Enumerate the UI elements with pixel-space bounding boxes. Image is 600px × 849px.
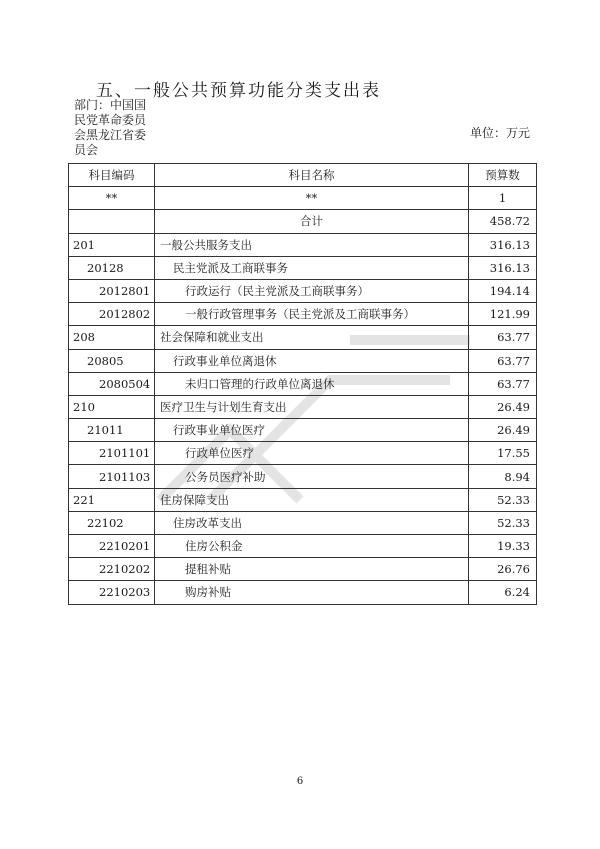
row-name: 公务员医疗补助 xyxy=(155,465,469,488)
row-name: 社会保障和就业支出 xyxy=(155,326,469,349)
sub-header-row xyxy=(69,187,537,210)
department-label xyxy=(74,98,170,158)
row-name: 购房补贴 xyxy=(155,581,469,604)
table-row xyxy=(69,279,537,302)
row-name: 行政事业单位离退休 xyxy=(155,349,469,372)
row-value: 26.49 xyxy=(469,419,537,442)
row-value: 194.14 xyxy=(469,279,537,302)
row-code: 2210203 xyxy=(69,581,155,604)
sub-header-value: 1 xyxy=(469,187,537,210)
page-title: 五、一般公共预算功能分类支出表 xyxy=(96,81,381,101)
page-number: 6 xyxy=(296,776,304,787)
sub-header-code: ** xyxy=(69,187,155,210)
row-code: 20805 xyxy=(69,349,155,372)
row-value: 19.33 xyxy=(469,535,537,558)
row-code: 22102 xyxy=(69,511,155,534)
budget-table xyxy=(68,163,537,605)
department-line: 部门：中国国 xyxy=(74,98,147,112)
row-code: 2210201 xyxy=(69,535,155,558)
row-code: 210 xyxy=(69,395,155,418)
row-name: 提租补贴 xyxy=(155,558,469,581)
row-value: 17.55 xyxy=(469,442,537,465)
unit-label: 单位：万元 xyxy=(470,126,531,140)
header-name: 科目名称 xyxy=(155,164,469,187)
table-row xyxy=(69,303,537,326)
table-row xyxy=(69,511,537,534)
row-value: 121.99 xyxy=(469,303,537,326)
row-name: 一般行政管理事务（民主党派及工商联事务） xyxy=(155,303,469,326)
row-code: 21011 xyxy=(69,419,155,442)
total-code-cell xyxy=(69,210,155,233)
row-code: 2012802 xyxy=(69,303,155,326)
row-value: 52.33 xyxy=(469,511,537,534)
row-name: 行政运行（民主党派及工商联事务） xyxy=(155,279,469,302)
row-value: 26.76 xyxy=(469,558,537,581)
row-name: 行政事业单位医疗 xyxy=(155,419,469,442)
row-value: 63.77 xyxy=(469,326,537,349)
row-code: 2101103 xyxy=(69,465,155,488)
row-code: 20128 xyxy=(69,256,155,279)
header-row xyxy=(69,164,537,187)
table-row xyxy=(69,442,537,465)
row-code: 2101101 xyxy=(69,442,155,465)
total-value: 458.72 xyxy=(469,210,537,233)
table-row xyxy=(69,465,537,488)
row-value: 6.24 xyxy=(469,581,537,604)
row-code: 2210202 xyxy=(69,558,155,581)
row-value: 8.94 xyxy=(469,465,537,488)
header-code: 科目编码 xyxy=(69,164,155,187)
table-row xyxy=(69,488,537,511)
row-name: 住房公积金 xyxy=(155,535,469,558)
total-label: 合计 xyxy=(155,210,469,233)
header-value: 预算数 xyxy=(469,164,537,187)
row-name: 民主党派及工商联事务 xyxy=(155,256,469,279)
row-value: 316.13 xyxy=(469,256,537,279)
department-line: 员会 xyxy=(74,143,99,157)
table-row xyxy=(69,326,537,349)
total-row xyxy=(69,210,537,233)
row-name: 未归口管理的行政单位离退休 xyxy=(155,372,469,395)
table-row xyxy=(69,419,537,442)
row-code: 2012801 xyxy=(69,279,155,302)
table-row xyxy=(69,558,537,581)
row-name: 住房保障支出 xyxy=(155,488,469,511)
row-code: 2080504 xyxy=(69,372,155,395)
row-code: 208 xyxy=(69,326,155,349)
row-name: 一般公共服务支出 xyxy=(155,233,469,256)
row-code: 221 xyxy=(69,488,155,511)
department-line: 会黑龙江省委 xyxy=(74,128,147,142)
row-value: 316.13 xyxy=(469,233,537,256)
table-row xyxy=(69,349,537,372)
row-value: 52.33 xyxy=(469,488,537,511)
table-row xyxy=(69,256,537,279)
row-name: 医疗卫生与计划生育支出 xyxy=(155,395,469,418)
table-row xyxy=(69,535,537,558)
row-value: 26.49 xyxy=(469,395,537,418)
table-row xyxy=(69,395,537,418)
row-code: 201 xyxy=(69,233,155,256)
row-value: 63.77 xyxy=(469,372,537,395)
table-row xyxy=(69,372,537,395)
sub-header-name: ** xyxy=(155,187,469,210)
row-name: 行政单位医疗 xyxy=(155,442,469,465)
table-row xyxy=(69,581,537,604)
table-row xyxy=(69,233,537,256)
department-line: 民党革命委员 xyxy=(74,113,147,127)
row-value: 63.77 xyxy=(469,349,537,372)
row-name: 住房改革支出 xyxy=(155,511,469,534)
